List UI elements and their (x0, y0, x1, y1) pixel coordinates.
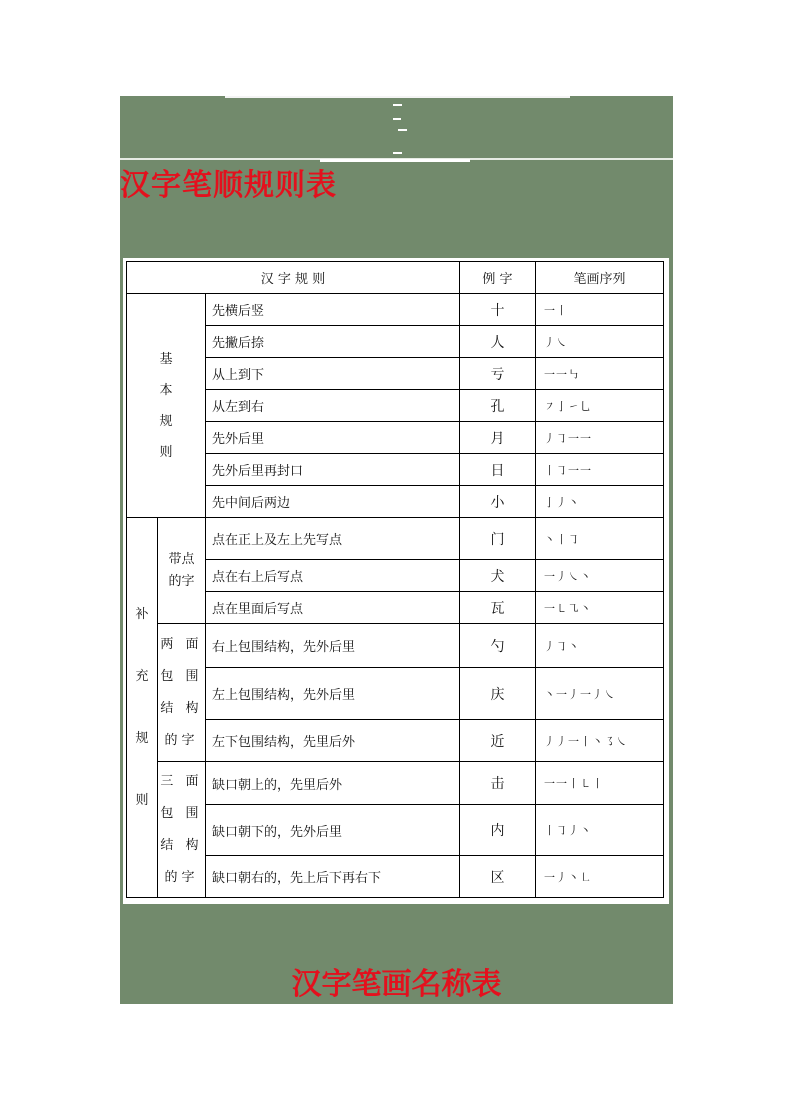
example-cell: 小 (460, 486, 536, 518)
sequence-cell: 亅丿丶 (536, 486, 664, 518)
group-label-line: 的字 (168, 573, 195, 589)
example-cell: 孔 (460, 390, 536, 422)
example-cell: 月 (460, 422, 536, 454)
example-cell: 击 (460, 762, 536, 805)
table-row (127, 560, 664, 592)
example-cell: 庆 (460, 668, 536, 720)
table-row (127, 624, 664, 668)
sequence-cell: 一一丨㇄丨 (536, 762, 664, 805)
sequence-cell: 一丨 (536, 294, 664, 326)
table-row (127, 518, 664, 560)
rule-cell: 从上到下 (206, 358, 460, 390)
sequence-cell: 一丿㇏丶 (536, 560, 664, 592)
table-row (127, 856, 664, 898)
table-row (127, 805, 664, 856)
group-label-line: 包 围 (160, 668, 203, 684)
page-title: 汉字笔顺规则表 (120, 168, 337, 203)
rule-cell: 左上包围结构，先外后里 (206, 668, 460, 720)
rule-cell: 左下包围结构，先里后外 (206, 720, 460, 762)
rule-cell: 缺口朝右的，先上后下再右下 (206, 856, 460, 898)
rule-cell: 先横后竖 (206, 294, 460, 326)
rule-cell: 缺口朝上的，先里后外 (206, 762, 460, 805)
group-label-line: 带点 (168, 551, 195, 567)
example-cell: 亏 (460, 358, 536, 390)
table-header-row (127, 262, 664, 294)
example-cell: 十 (460, 294, 536, 326)
example-cell: 近 (460, 720, 536, 762)
group-label-dot (158, 518, 206, 624)
sequence-cell: 丶一丿一丿㇏ (536, 668, 664, 720)
divider-line-accent (320, 159, 470, 162)
rule-cell: 先外后里 (206, 422, 460, 454)
sequence-cell: 一㇄㇈丶 (536, 592, 664, 624)
sequence-cell: 一丿丶㇗ (536, 856, 664, 898)
basic-label-char: 则 (159, 444, 173, 460)
table-row (127, 390, 664, 422)
basic-label-char: 本 (159, 382, 173, 398)
basic-label-char: 基 (159, 351, 173, 367)
rule-cell: 点在里面后写点 (206, 592, 460, 624)
supplement-rules-label (127, 518, 158, 898)
group-label-line: 结 构 (160, 700, 203, 716)
group-label-line: 两 面 (160, 636, 203, 652)
sequence-cell: 丨㇆一一 (536, 454, 664, 486)
rule-cell: 点在正上及左上先写点 (206, 518, 460, 560)
sequence-cell: 一一㇉ (536, 358, 664, 390)
table-row (127, 326, 664, 358)
example-cell: 犬 (460, 560, 536, 592)
sequence-cell: 丿㇆一一 (536, 422, 664, 454)
table-row (127, 720, 664, 762)
table-row (127, 358, 664, 390)
group-label-line: 的字 (164, 732, 199, 748)
basic-rules-label (127, 294, 206, 518)
rule-cell: 右上包围结构，先外后里 (206, 624, 460, 668)
sequence-cell: 丶丨㇆ (536, 518, 664, 560)
example-cell: 日 (460, 454, 536, 486)
supplement-label-char: 充 (135, 668, 149, 684)
rule-cell: 缺口朝下的，先外后里 (206, 805, 460, 856)
example-cell: 瓦 (460, 592, 536, 624)
table-row (127, 592, 664, 624)
example-cell: 区 (460, 856, 536, 898)
rule-cell: 先外后里再封口 (206, 454, 460, 486)
header-rule: 汉 字 规 则 (127, 262, 460, 294)
rule-cell: 先撇后捺 (206, 326, 460, 358)
group-label-line: 包 围 (160, 805, 203, 821)
group-label-two-side (158, 624, 206, 762)
sequence-cell: 丿㇏ (536, 326, 664, 358)
example-cell: 门 (460, 518, 536, 560)
sequence-cell: ㇇亅㇀乚 (536, 390, 664, 422)
rule-cell: 点在右上后写点 (206, 560, 460, 592)
rule-cell: 从左到右 (206, 390, 460, 422)
table-row (127, 762, 664, 805)
group-label-line: 结 构 (160, 837, 203, 853)
table-row (127, 422, 664, 454)
sequence-cell: 丿㇆丶 (536, 624, 664, 668)
table-row (127, 486, 664, 518)
example-cell: 勺 (460, 624, 536, 668)
bottom-title: 汉字笔画名称表 (291, 967, 502, 1002)
header-example: 例 字 (460, 262, 536, 294)
sequence-cell: 丨㇆丿丶 (536, 805, 664, 856)
rule-cell: 先中间后两边 (206, 486, 460, 518)
example-cell: 人 (460, 326, 536, 358)
stroke-order-rules-table (126, 261, 664, 898)
basic-label-char: 规 (159, 413, 173, 429)
top-rule-line (225, 96, 570, 98)
table-row (127, 294, 664, 326)
example-cell: 内 (460, 805, 536, 856)
header-sequence: 笔画序列 (536, 262, 664, 294)
group-label-line: 三 面 (160, 773, 203, 789)
supplement-label-char: 规 (135, 730, 149, 746)
group-label-line: 的字 (164, 869, 199, 885)
table-row (127, 668, 664, 720)
rules-table-container (123, 258, 669, 904)
supplement-label-char: 则 (135, 792, 149, 808)
supplement-label-char: 补 (135, 606, 149, 622)
group-label-three-side (158, 762, 206, 898)
table-row (127, 454, 664, 486)
sequence-cell: 丿丿一丨丶㇌㇏ (536, 720, 664, 762)
